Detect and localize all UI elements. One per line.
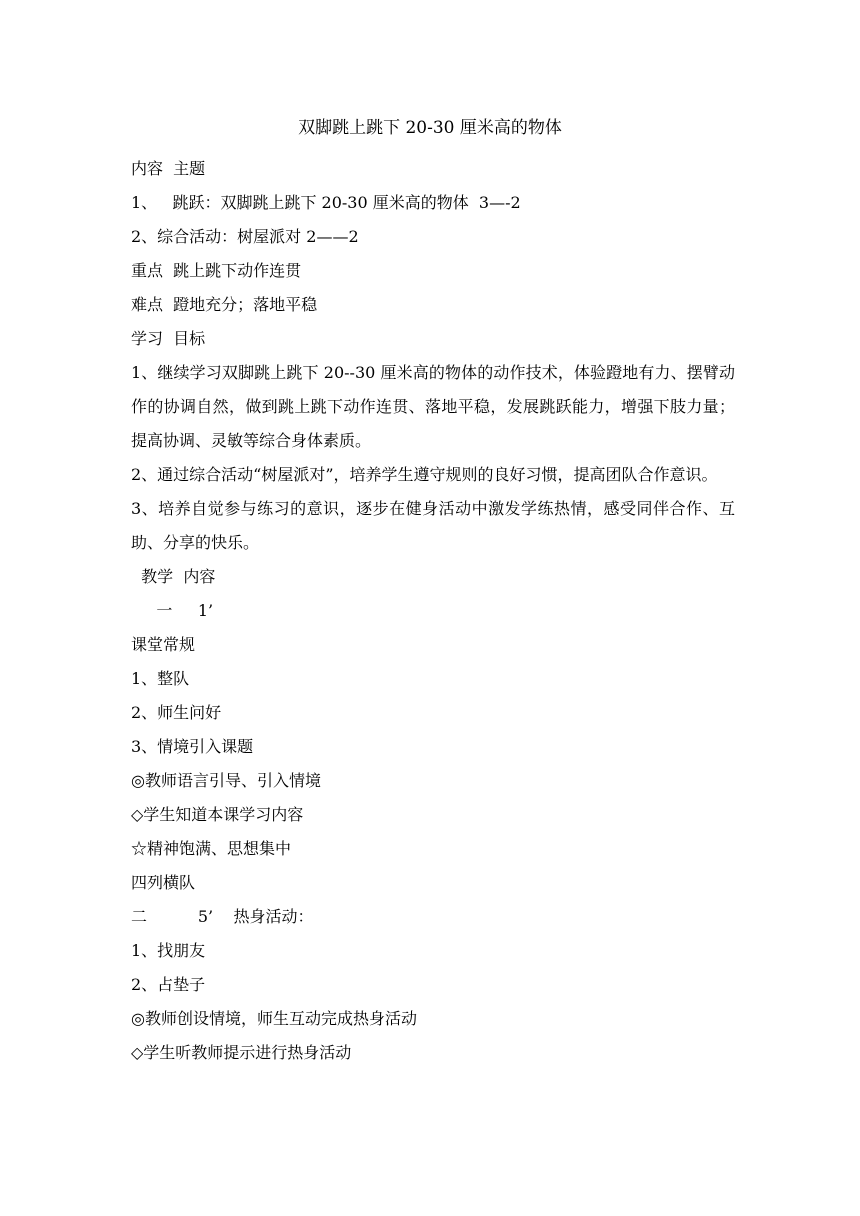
- student-note-2: ◇学生听教师提示进行热身活动: [131, 1043, 352, 1062]
- formation-note: 四列横队: [131, 873, 196, 892]
- class-routine-heading: 课堂常规: [131, 635, 196, 654]
- section-heading-teaching-content: 教学 内容: [131, 567, 216, 586]
- difficult-point: 难点 蹬地充分；落地平稳: [131, 295, 318, 314]
- goal-paragraph-1: 1、继续学习双脚跳上跳下 20--30 厘米高的物体的动作技术，体验蹬地有力、摆臂动作的协调自然，做到跳上跳下动作连贯、落地平稳，发展跳跃能力，增强下肢力量；提高协调、灵敏等综合身体素质。: [131, 363, 735, 450]
- routine-item-3: 3、情境引入课题: [131, 737, 254, 756]
- routine-item-2: 2、师生问好: [131, 703, 222, 722]
- key-point: 重点 跳上跳下动作连贯: [131, 261, 302, 280]
- goal-paragraph-2: 2、通过综合活动“树屋派对”，培养学生遵守规则的良好习惯，提高团队合作意识。: [131, 465, 718, 484]
- topic-item-2: 2、综合活动：树屋派对 2——2: [131, 227, 359, 246]
- part-one-heading: 一 1’: [131, 601, 214, 620]
- section-heading-content-topic: 内容 主题: [131, 159, 206, 178]
- routine-item-1: 1、整队: [131, 669, 190, 688]
- warmup-item-2: 2、占垫子: [131, 975, 206, 994]
- document-body: [131, 152, 735, 1070]
- section-heading-learning-goals: 学习 目标: [131, 329, 206, 348]
- teacher-note-2: ◎教师创设情境，师生互动完成热身活动: [131, 1009, 417, 1028]
- teacher-note-1: ◎教师语言引导、引入情境: [131, 771, 321, 790]
- topic-item-1: 1、 跳跃：双脚跳上跳下 20-30 厘米高的物体 3—-2: [131, 193, 521, 212]
- warmup-item-1: 1、找朋友: [131, 941, 206, 960]
- goal-paragraph-3: 3、培养自觉参与练习的意识，逐步在健身活动中激发学练热情，感受同伴合作、互助、分享的快乐。: [131, 499, 735, 552]
- requirement-note-1: ☆精神饱满、思想集中: [131, 839, 292, 858]
- document-title: 双脚跳上跳下 20-30 厘米高的物体: [298, 118, 562, 138]
- part-two-heading: 二 5’ 热身活动：: [131, 907, 314, 926]
- student-note-1: ◇学生知道本课学习内容: [131, 805, 304, 824]
